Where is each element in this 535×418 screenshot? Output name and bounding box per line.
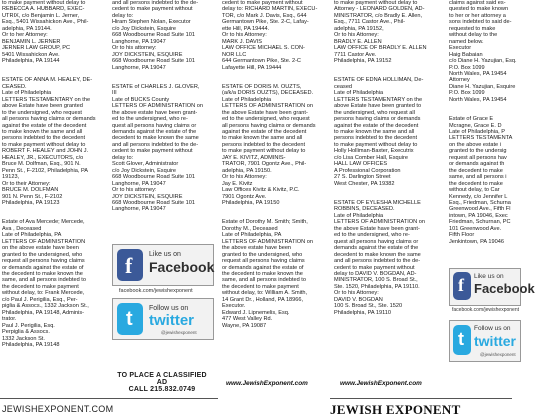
notice-line: BRUCE M. DOLFMAN — [2, 187, 59, 194]
facebook-wordmark: Facebook — [149, 259, 215, 275]
notice-line: Kennedy, c/o Jennifer L — [449, 193, 508, 200]
notice-line: North Wales, PA 19454 — [449, 96, 507, 103]
twitter-follow-label-right: Follow us on — [474, 325, 511, 332]
notice-line: Fifth Floor — [449, 232, 475, 239]
notice-line: adelphia, PA 19152, — [334, 25, 384, 32]
notice-line: Late of Philadelphia — [2, 90, 52, 97]
notice-line: the decedent to make known the — [222, 270, 303, 277]
legal-notices-column-1 — [2, 0, 100, 398]
notice-line: to make payment without delay to — [222, 148, 306, 155]
notice-line: cedent to make payment without — [112, 6, 193, 13]
notice-line: to her or her attorney a — [449, 12, 506, 19]
notice-line: Philadelphia, PA 19148 — [2, 341, 60, 348]
notice-line: Or to his attorney: — [112, 187, 157, 194]
notice-line: to make known the same and all — [222, 135, 303, 142]
notice-line: granted to the undersigned, who — [2, 251, 83, 258]
notice-line: Or to his Attorney: — [222, 32, 267, 39]
notice-line: without delay, to Car — [449, 187, 500, 194]
notice-line: ROBERT F. HEALEY and JOHN J. — [2, 148, 89, 155]
notice-line: 19123, — [2, 174, 20, 181]
notice-line: Or to her Attorney: — [2, 32, 48, 39]
notice-line: JERNER LAW GROUP, PC — [2, 45, 71, 52]
notice-line: delay to: — [112, 12, 134, 19]
notice-line: c/o Joy Dickstein, Esquire — [112, 167, 177, 174]
notice-line: Haig Babaian — [449, 51, 483, 58]
notice-line: ESTATE of CHARLES J. GLOVER, — [112, 83, 200, 90]
legal-notices-column-5 — [449, 0, 517, 262]
notice-line: Philadelphia, PA 19152 — [334, 58, 392, 65]
notice-line: 27 S. Darlington Street — [334, 174, 391, 181]
notice-line: without delay to the — [449, 32, 498, 39]
legal-notices-column-4 — [334, 0, 436, 372]
notice-line: to make payment without delay to — [2, 141, 86, 148]
notice-line: LETTERS OF ADMINISTRATION on — [222, 103, 313, 110]
notice-line: A Professional Corporation — [334, 167, 401, 174]
notice-line: c/o Diane H. Yazujian, Esq. — [449, 58, 517, 65]
notice-line: NOR LLC — [222, 51, 247, 58]
notice-line: 1332 Jackson St. — [2, 335, 45, 342]
notice-line: quested to make known — [449, 6, 509, 13]
notice-line: the undersigned, who request all — [334, 109, 415, 116]
classified-ad-notice — [112, 372, 212, 393]
notice-line: ESTATE OF EDNA HOLLIMAN, De- — [334, 77, 424, 84]
facebook-f-icon: f — [125, 253, 133, 278]
footer-website: JEWISHEXPONENT.COM — [2, 404, 114, 414]
notice-line: without delay, to: William A. Smith, — [222, 290, 308, 297]
notice-line: Executor — [449, 45, 472, 52]
notice-line: Jenkintown, PA 19046 — [449, 238, 504, 245]
notice-line: ESTATE OF DORIS M. OUZTS, — [222, 83, 302, 90]
facebook-wordmark-right: Facebook — [474, 281, 535, 296]
notice-line: same, and all persons indebted to — [222, 277, 306, 284]
notice-line: ed to the undersigned, who re- — [112, 116, 188, 123]
notice-line: ette Hill, PA 19444. — [222, 25, 270, 32]
notice-line: sons indebted to said de- — [449, 19, 512, 26]
notice-line: 668 Woodbourne Road Suite 101 — [112, 58, 195, 65]
notice-line: 668 Woodbourne Road Suite 101 — [112, 174, 195, 181]
notice-line: decedent to make known the same — [112, 135, 199, 142]
notice-line: Esq., Friedman, Schurna — [449, 200, 511, 207]
notice-line: CEASED. — [2, 83, 27, 90]
notice-line: requested to make — [449, 25, 496, 32]
notice-line: all persons having claims or demands — [2, 116, 96, 123]
notice-line: Law Offices Kivitz & Kivitz, P.C. — [222, 187, 300, 194]
twitter-follow-label: Follow us on — [149, 305, 189, 312]
notice-line: to make payment without delay to — [334, 0, 418, 6]
notice-line: North Wales, PA 19454 — [449, 70, 507, 77]
notice-line: Dorothy M., Deceased — [222, 225, 278, 232]
notice-line: delay to DAVID V. BOGDAN, AD- — [334, 270, 417, 277]
notice-line: West Chester, PA 19382 — [334, 180, 395, 187]
notice-line: ROBBINS, DECEASED. — [334, 206, 395, 213]
notice-line: Diane H. Yazujian, Esquire — [449, 83, 516, 90]
notice-line: without delay, to: Frank Mercede, — [2, 290, 85, 297]
notice-line: LETTERS TESTAMENTARY on the — [2, 96, 91, 103]
notice-line: ceased — [334, 83, 353, 90]
notice-line: Late of Philadelphia, P — [449, 129, 505, 136]
notice-line: 101 Greenwood Ave. — [449, 225, 502, 232]
notice-line: Perpiglia & Assocs. — [2, 329, 50, 336]
notice-line: Germantown Pike, Ste. 2-C, Lafay- — [222, 19, 309, 26]
notice-line: 668 Woodbourne Road Suite 101 — [112, 32, 195, 39]
notice-line: to make known the same and all — [334, 129, 415, 136]
notice-line: to make known the same and all — [2, 129, 83, 136]
notice-line: the decedent to make — [449, 180, 503, 187]
notice-line: Esq., 7711 Castor Ave., Phil- — [334, 19, 405, 26]
facebook-like-label-right: Like us on — [474, 273, 504, 280]
notice-line: Scott Glover, Administrator — [112, 161, 179, 168]
page-footer — [0, 400, 512, 418]
website-link-col3[interactable]: www.JewishExponent.com — [226, 380, 308, 387]
notice-line: Executor. — [222, 303, 246, 310]
notice-line: BENJAMIN L. JERNER — [2, 38, 61, 45]
notice-line: P.O. Box 1099 — [449, 64, 485, 71]
notice-line: REBECCA A. HUBBARD, EXEC- — [2, 6, 85, 13]
notice-line: cedent to make payment without — [334, 264, 415, 271]
notice-line: Late of Philadelphia, PA — [222, 232, 282, 239]
notice-line: Attorney - LEONARD GOLDEN, AD- — [334, 6, 425, 13]
notice-line: the decedent to make — [449, 167, 503, 174]
notice-line: Or to his attorney: — [112, 45, 157, 52]
notice-line: Greenwood Ave., Fifth Fl — [449, 206, 511, 213]
notice-line: LETTERS OF ADMINISTRATION on — [334, 219, 425, 226]
notice-line: III — [112, 90, 117, 97]
notice-line: TRATOR, 7901 Ogontz Ave., Phil- — [222, 161, 307, 168]
notice-line: 668 Woodbourne Road Suite 101 — [112, 200, 195, 207]
notice-line: Attorney — [449, 77, 470, 84]
notice-line: Ava , Deceased — [2, 225, 42, 232]
twitter-wordmark-right: twitter — [474, 333, 516, 349]
notice-line: P.O. Box 1099 — [449, 90, 485, 97]
notice-line: ed to the undersigned, who re- — [334, 232, 410, 239]
notice-line: Langhorne, PA 19047 — [112, 180, 166, 187]
notice-line: granted to the undersig — [449, 148, 507, 155]
notice-line: the above Estate have been grant- — [222, 109, 308, 116]
notice-line: claims against said es- — [449, 0, 506, 6]
notice-line: 477 West Valley Rd. — [222, 316, 273, 323]
notice-line: above Estate have been granted — [2, 103, 83, 110]
notice-line: to the undersigned, who request — [2, 109, 82, 116]
notice-line: HALL LAW OFFICES — [334, 161, 388, 168]
twitter-bubble-icon — [117, 303, 143, 335]
notice-line: the above Estate have been grant- — [334, 225, 420, 232]
notice-line: above Estate have been granted to — [334, 103, 422, 110]
notice-line: Late of BUCKS County — [112, 96, 170, 103]
notice-line: LETTERS OF ADMINISTRATION on — [112, 103, 203, 110]
notice-line: LETTERS OF ADMINISTRATION on — [222, 238, 313, 245]
twitter-handle-right: @jewishexponent — [480, 352, 516, 357]
notice-line: delay to: RICHARD MARTIN, EXECU- — [222, 6, 318, 13]
notice-line: persons indebted to the decedent — [334, 135, 418, 142]
legal-notices-column-2 — [112, 0, 212, 214]
notice-line: persons indebted to the decedent — [222, 141, 306, 148]
notice-line: cedent to make payment without — [222, 0, 303, 6]
classified-phone: CALL 215.832.0749 — [128, 386, 196, 393]
notice-line: JAY E. KIVITZ, ADMINIS- — [222, 154, 286, 161]
notice-line: or demands against the estate of — [222, 264, 304, 271]
notice-line: and all persons indebted to the de- — [112, 141, 199, 148]
notice-line: Langhorne, PA 19047 — [112, 206, 166, 213]
notice-line: Langhorne, PA 19047 — [112, 38, 166, 45]
notice-line: persons having claims or demands — [334, 116, 421, 123]
notice-line: Bruce M. Dolfman, Esq., 901 N. — [2, 161, 81, 168]
notice-line: LAW OFFICE MICHAEL S. CON- — [222, 45, 305, 52]
notice-line: LETTERS OF ADMINISTRATION — [2, 238, 86, 245]
notice-line: Philadelphia, PA 19144 — [2, 58, 60, 65]
notice-line: MINISTRATOR, c/o Bradly E. Allen, — [334, 12, 423, 19]
facebook-badge[interactable] — [112, 244, 214, 286]
notice-line: (a/k/a DORIS OUZTS), DECEASED. — [222, 90, 314, 97]
twitter-bubble-icon-right — [453, 325, 471, 355]
notice-line: Friedman, Schurnan, PC — [449, 219, 511, 226]
notice-line: demands against the estate of the — [334, 245, 419, 252]
notice-line: LETTERS TESTAMENTA — [449, 135, 513, 142]
notice-line: against the estate of the decedent — [334, 122, 419, 129]
facebook-bubble-icon — [117, 249, 143, 281]
facebook-f-icon-right: f — [458, 275, 464, 295]
notice-line: granted to the undersigned, who — [222, 251, 303, 258]
notice-line: quest all persons having claims or — [334, 238, 419, 245]
footer-rule-right — [330, 398, 512, 399]
notice-line: request all persons hav — [449, 154, 507, 161]
notice-line: Philadelphia, PA 19123 — [2, 200, 60, 207]
notice-line: c/o Paul J. Perigilia, Esq., Per- — [2, 296, 78, 303]
notice-line: the decedent to make payment — [2, 283, 79, 290]
facebook-url-right[interactable]: facebook.com/jewishexponent — [452, 307, 519, 313]
notice-line: BRADLY E. ALLEN — [334, 38, 382, 45]
notice-line: JOY DICKSTEIN, ESQUIRE — [112, 51, 183, 58]
twitter-t-icon: t — [126, 308, 133, 330]
twitter-t-icon-right: t — [458, 329, 464, 349]
notice-line: Esq., 5401 Wissahickon Ave., Phil- — [2, 19, 89, 26]
notice-line: the above estate have been grant- — [112, 109, 198, 116]
notice-line: Late of Philadelphia, PA — [2, 232, 62, 239]
notice-line: Wayne, PA 19087 — [222, 322, 267, 329]
notice-line: same, and all persons indebted to — [2, 277, 86, 284]
twitter-badge[interactable] — [112, 298, 214, 340]
notice-line: Or to his Attorney: — [334, 32, 379, 39]
notice-line: Lafayette Hill, PA 19444 — [222, 64, 282, 71]
notice-line: Late of Philadelphia — [334, 212, 384, 219]
notice-line: Estate of Grace E — [449, 116, 494, 123]
notice-line: all persons having claims or demands — [222, 122, 316, 129]
notice-line: Hiram Stephen Nolan, Executor — [112, 19, 191, 26]
notice-line: the above estate have been — [222, 245, 292, 252]
notice-line: ESTATE OF EYLESHA MICHELLE — [334, 199, 421, 206]
notice-line: same, and all persons i — [449, 174, 507, 181]
twitter-wordmark: twitter — [149, 312, 194, 329]
website-link-col4[interactable]: www.JewishExponent.com — [340, 380, 422, 387]
notice-line: Philadelphia, PA 19148, Adminis- — [2, 309, 84, 316]
notice-line: intown, PA 19046, Exec — [449, 212, 508, 219]
notice-line: adelphia, PA 19144. — [2, 25, 52, 32]
facebook-badge-right[interactable] — [449, 268, 535, 306]
notice-line: cedent to make payment without — [112, 148, 193, 155]
notice-line: UTRIX, c/o Benjamin L. Jerner, — [2, 12, 80, 19]
notice-line: LAW OFFICE OF BRADLY E. ALLEN — [334, 45, 427, 52]
notice-line: DAVID V. BOGDAN — [334, 296, 383, 303]
twitter-badge-right[interactable] — [449, 320, 521, 362]
notice-line: demands against the estate of the — [112, 129, 197, 136]
notice-line: request all persons having claims — [222, 258, 305, 265]
notice-line: 100 S. Broad St., Ste. 1520 — [334, 303, 403, 310]
notice-line: Holly Holliman-Baxter, Executrix — [334, 148, 414, 155]
notice-line: Or to his Attorney: — [334, 290, 379, 297]
notice-line: and all persons indebted to the de- — [112, 0, 199, 6]
notice-line: quest all persons having claims or — [112, 122, 197, 129]
notice-line: to make payment without delay to — [2, 0, 86, 6]
notice-line: 7711 Castor Ave. — [334, 51, 377, 58]
notice-line: delay to: — [112, 154, 134, 161]
notice-line: ed to the undersigned, who request — [222, 116, 310, 123]
notice-line: Ste. 1520, Philadelphia, PA 19110. — [334, 283, 420, 290]
footer-publication-name: JEWISH EXPONENT — [330, 402, 461, 417]
facebook-bubble-icon-right — [453, 272, 471, 300]
notice-line: and all persons indebted to the de- — [334, 258, 421, 265]
notice-line: Philadelphia, PA 19150 — [222, 200, 280, 207]
notice-line: trator. — [2, 316, 17, 323]
notice-line: TOR, c/o Mark J. Davis, Esq., 644 — [222, 12, 307, 19]
notice-line: MARK J. DAVIS — [222, 38, 262, 45]
notice-line: Penn St., F-2102, Philadelphia, PA — [2, 167, 89, 174]
notice-line: persons indebted to the decedent — [2, 135, 86, 142]
notice-line: Edward J. Lipnemelis, Esq. — [222, 309, 290, 316]
notice-line: to make payment without delay to — [334, 141, 418, 148]
notice-line: ESTATE OF ANNA M. HEALEY, DE- — [2, 77, 93, 84]
notice-line: Or to their Attorney: — [2, 180, 51, 187]
footer-rule-left — [0, 398, 218, 399]
notice-line: Late of Philadelphia — [222, 96, 272, 103]
notice-line: 5401 Wissahickon Ave. — [2, 51, 60, 58]
notice-line: 644 Germantown Pike, Ste. 2-C — [222, 58, 301, 65]
notice-line: Or to his Attorney: — [222, 174, 267, 181]
notice-line: against the estate of the decedent — [2, 122, 87, 129]
twitter-handle: @jewishexponent — [161, 330, 197, 335]
notice-line: 7901 Ogontz Ave. — [222, 193, 267, 200]
notice-line: Langhorne, PA 19047 — [112, 64, 166, 71]
notice-line: adelphia, PA 19150. — [222, 167, 272, 174]
notice-line: the decedent to make payment — [222, 283, 299, 290]
legal-notices-column-3 — [222, 0, 322, 372]
facebook-like-label: Like us on — [149, 251, 181, 258]
notice-line: piglia & Assocs., 1332 Jackson St., — [2, 303, 89, 310]
notice-line: request all persons having claims — [2, 258, 85, 265]
notice-line: 14 Grant Dr., Holland, PA 18966, — [222, 296, 304, 303]
notice-line: named below. — [449, 38, 484, 45]
notice-line: 901 N. Penn St., F-2102 — [2, 193, 63, 200]
notice-line: Philadelphia, PA 19110 — [334, 309, 392, 316]
notice-line: decedent to make known the same — [334, 251, 421, 258]
notice-line: Paul J. Perigilia, Esq. — [2, 322, 55, 329]
notice-line: HEALEY, JR., EXECUTORS, c/o — [2, 154, 84, 161]
notice-line: c/o Joy Dickstein, Esquire — [112, 25, 177, 32]
classified-line-1: TO PLACE A CLASSIFIED AD — [117, 372, 207, 386]
notice-line: MINISTRATOR, 100 S. Broad St., — [334, 277, 418, 284]
notice-line: Estate of Ava Mercede; Mercede, — [2, 219, 85, 226]
notice-line: on the above estate have been — [2, 245, 79, 252]
notice-line: Mcragne, Grace E. D — [449, 122, 502, 129]
notice-line: or demands against th — [449, 161, 505, 168]
notice-line: on the above estate i — [449, 141, 501, 148]
notice-line: JOY DICKSTEIN, ESQUIRE — [112, 193, 183, 200]
notice-line: against the estate of the decedent — [222, 129, 307, 136]
notice-line: Estate of Dorothy M. Smith; Smith, — [222, 219, 308, 226]
notice-line: Jay E. Kivitz — [222, 180, 253, 187]
notice-line: c/o Lisa Comber Hall, Esquire — [334, 154, 408, 161]
notice-line: the decedent to make known the — [2, 270, 83, 277]
notice-line: or demands against the estate of — [2, 264, 84, 271]
notice-line: LETTERS TESTAMENTARY on the — [334, 96, 423, 103]
facebook-url[interactable]: facebook.com/jewishexponent — [119, 288, 193, 294]
notice-line: Late of Philadelphia — [334, 90, 384, 97]
